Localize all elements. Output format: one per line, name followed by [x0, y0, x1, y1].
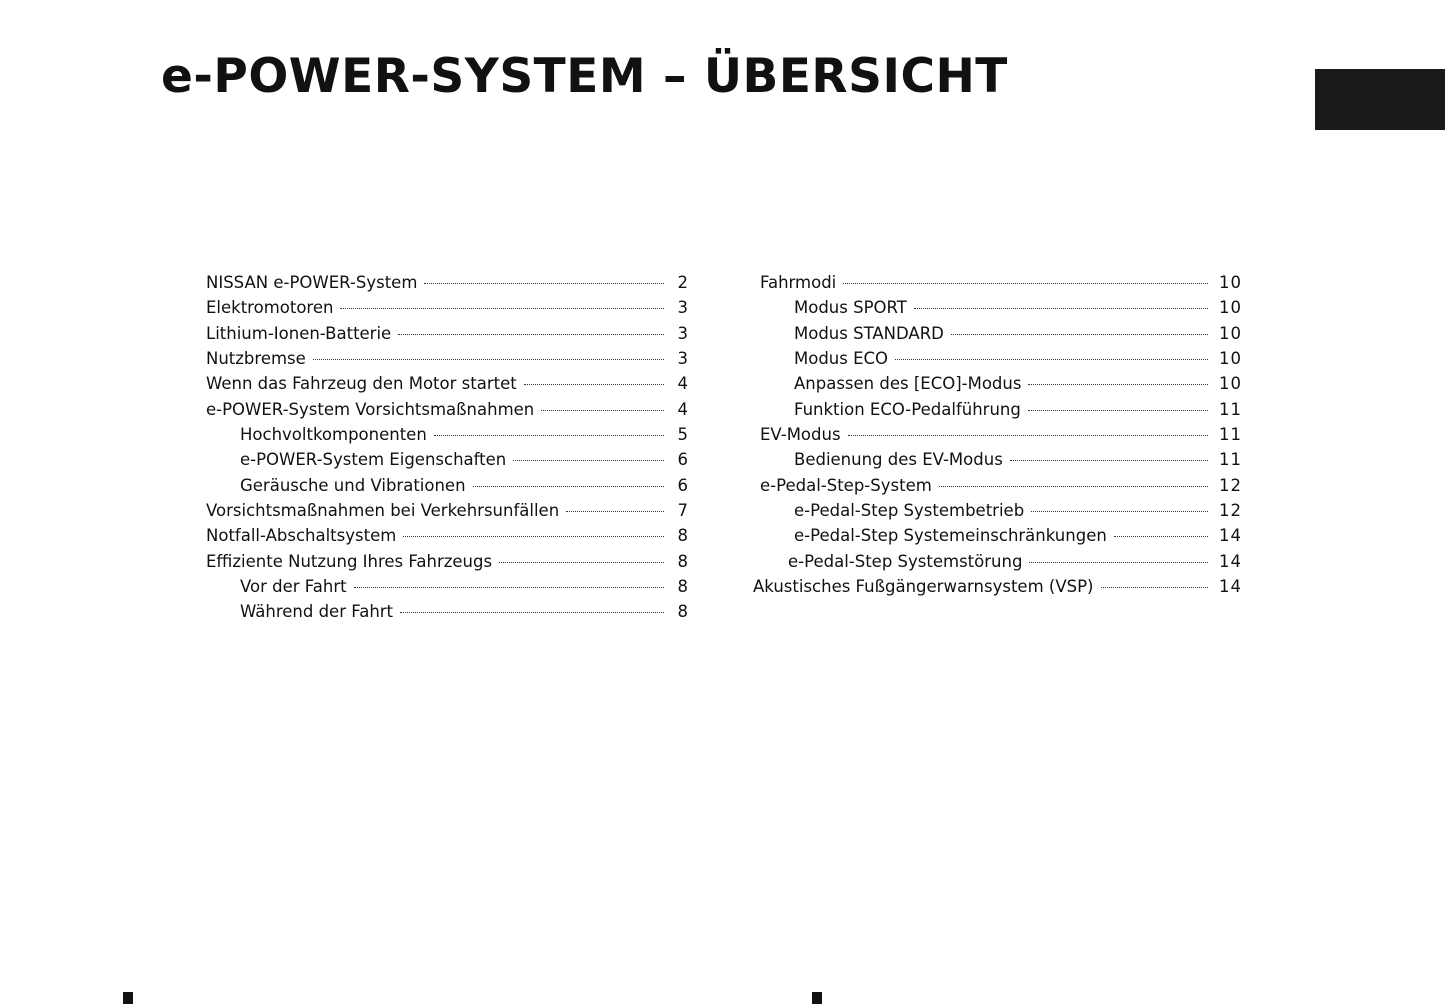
toc-entry-page-number: 3	[677, 323, 688, 343]
toc-entry-label: e-Pedal-Step Systembetrieb	[794, 501, 1025, 521]
toc-entry-page-number: 8	[677, 577, 688, 597]
toc-entry-page-number: 10	[1219, 323, 1242, 343]
toc-entry[interactable]	[206, 321, 688, 346]
toc-entry[interactable]	[753, 574, 1242, 599]
toc-entry[interactable]	[753, 498, 1242, 523]
toc-right-column	[753, 270, 1242, 599]
toc-entry-page-number: 12	[1219, 501, 1242, 521]
toc-entry[interactable]	[206, 498, 688, 523]
toc-entry-label: Effiziente Nutzung Ihres Fahrzeugs	[206, 551, 493, 571]
toc-entry-page-number: 10	[1219, 298, 1242, 318]
toc-entry-page-number: 11	[1219, 425, 1242, 445]
toc-left-column	[206, 270, 688, 625]
toc-entry-page-number: 2	[677, 273, 688, 292]
toc-entry-page-number: 10	[1219, 349, 1242, 369]
toc-entry[interactable]	[753, 346, 1242, 371]
toc-entry[interactable]	[206, 599, 688, 624]
toc-entry-label: Elektromotoren	[206, 298, 334, 318]
toc-dot-leader	[1031, 511, 1208, 512]
toc-dot-leader	[895, 359, 1208, 360]
toc-dot-leader	[541, 410, 664, 411]
toc-dot-leader	[513, 460, 664, 461]
toc-entry-page-number: 3	[677, 298, 688, 318]
toc-entry[interactable]	[753, 549, 1242, 574]
toc-entry-page-number: 14	[1219, 551, 1242, 571]
toc-entry[interactable]	[206, 447, 688, 472]
toc-entry-label: Vor der Fahrt	[240, 577, 347, 597]
toc-entry[interactable]	[753, 447, 1242, 472]
toc-entry-label: Nutzbremse	[206, 349, 306, 369]
toc-entry-page-number: 4	[677, 399, 688, 419]
toc-dot-leader	[1114, 536, 1208, 537]
toc-entry[interactable]	[206, 574, 688, 599]
toc-entry-label: NISSAN e-POWER-System	[206, 273, 418, 292]
toc-dot-leader	[473, 486, 664, 487]
toc-entry-page-number: 4	[677, 374, 688, 394]
toc-entry[interactable]	[753, 422, 1242, 447]
toc-entry[interactable]	[753, 397, 1242, 422]
toc-entry-page-number: 12	[1219, 475, 1242, 495]
toc-entry-page-number: 10	[1219, 273, 1242, 292]
toc-dot-leader	[1028, 384, 1208, 385]
toc-entry-label: e-Pedal-Step Systemstörung	[788, 551, 1023, 571]
toc-dot-leader	[1010, 460, 1208, 461]
toc-dot-leader	[914, 308, 1208, 309]
toc-entry-label: Modus SPORT	[794, 298, 907, 318]
toc-entry-label: Akustisches Fußgängerwarnsystem (VSP)	[753, 577, 1094, 597]
toc-dot-leader	[499, 562, 664, 563]
toc-entry-page-number: 11	[1219, 450, 1242, 470]
toc-dot-leader	[848, 435, 1208, 436]
toc-dot-leader	[398, 334, 664, 335]
toc-entry[interactable]	[206, 346, 688, 371]
toc-entry[interactable]	[753, 371, 1242, 396]
toc-entry-label: Lithium-Ionen-Batterie	[206, 323, 392, 343]
page-title: e-POWER-SYSTEM – ÜBERSICHT	[161, 49, 1008, 104]
toc-entry-page-number: 3	[677, 349, 688, 369]
toc-entry-label: e-Pedal-Step Systemeinschränkungen	[794, 526, 1107, 546]
toc-dot-leader	[424, 283, 664, 284]
toc-entry-label: Vorsichtsmaßnahmen bei Verkehrsunfällen	[206, 501, 560, 521]
toc-entry-page-number: 8	[677, 602, 688, 622]
toc-entry[interactable]	[753, 523, 1242, 548]
toc-dot-leader	[939, 486, 1208, 487]
toc-dot-leader	[403, 536, 664, 537]
toc-dot-leader	[1029, 562, 1208, 563]
toc-entry-label: Notfall-Abschaltsystem	[206, 526, 397, 546]
toc-entry[interactable]	[206, 549, 688, 574]
section-tab-marker	[1315, 69, 1445, 130]
toc-entry[interactable]	[206, 295, 688, 320]
toc-entry-label: Während der Fahrt	[240, 602, 394, 622]
toc-entry-label: EV-Modus	[760, 425, 841, 445]
toc-entry-label: Modus ECO	[794, 349, 889, 369]
toc-entry-label: Bedienung des EV-Modus	[794, 450, 1003, 470]
toc-entry[interactable]	[753, 295, 1242, 320]
toc-dot-leader	[354, 587, 664, 588]
toc-entry-page-number: 14	[1219, 577, 1242, 597]
toc-entry[interactable]	[753, 270, 1242, 295]
toc-entry-page-number: 14	[1219, 526, 1242, 546]
toc-entry-label: e-POWER-System Eigenschaften	[240, 450, 507, 470]
toc-entry-label: Funktion ECO-Pedalführung	[794, 399, 1021, 419]
toc-dot-leader	[524, 384, 664, 385]
toc-entry-page-number: 7	[677, 501, 688, 521]
toc-entry[interactable]	[753, 473, 1242, 498]
toc-entry-page-number: 10	[1219, 374, 1242, 394]
toc-dot-leader	[843, 283, 1208, 284]
toc-entry[interactable]	[206, 270, 688, 295]
toc-entry-page-number: 8	[677, 526, 688, 546]
toc-entry-label: Geräusche und Vibrationen	[240, 475, 466, 495]
toc-entry-page-number: 6	[677, 475, 688, 495]
toc-dot-leader	[1101, 587, 1209, 588]
crop-mark-left	[123, 992, 133, 1004]
toc-entry[interactable]	[206, 473, 688, 498]
toc-entry[interactable]	[206, 523, 688, 548]
toc-entry-label: Modus STANDARD	[794, 323, 944, 343]
toc-dot-leader	[313, 359, 664, 360]
toc-entry[interactable]	[753, 321, 1242, 346]
toc-dot-leader	[1028, 410, 1208, 411]
toc-entry-page-number: 5	[677, 425, 688, 445]
crop-mark-center	[812, 992, 822, 1004]
toc-entry-label: Wenn das Fahrzeug den Motor startet	[206, 374, 517, 394]
toc-entry[interactable]	[206, 371, 688, 396]
toc-dot-leader	[566, 511, 664, 512]
toc-entry-label: e-POWER-System Vorsichtsmaßnahmen	[206, 399, 535, 419]
toc-dot-leader	[434, 435, 664, 436]
toc-dot-leader	[340, 308, 664, 309]
toc-entry-label: Fahrmodi	[760, 273, 837, 292]
toc-dot-leader	[951, 334, 1208, 335]
toc-entry-page-number: 11	[1219, 399, 1242, 419]
toc-entry-label: Hochvoltkomponenten	[240, 425, 427, 445]
toc-entry-label: Anpassen des [ECO]-Modus	[794, 374, 1022, 394]
toc-entry[interactable]	[206, 397, 688, 422]
toc-entry-label: e-Pedal-Step-System	[760, 475, 932, 495]
toc-dot-leader	[400, 612, 664, 613]
toc-entry-page-number: 6	[677, 450, 688, 470]
toc-entry-page-number: 8	[677, 551, 688, 571]
toc-entry[interactable]	[206, 422, 688, 447]
